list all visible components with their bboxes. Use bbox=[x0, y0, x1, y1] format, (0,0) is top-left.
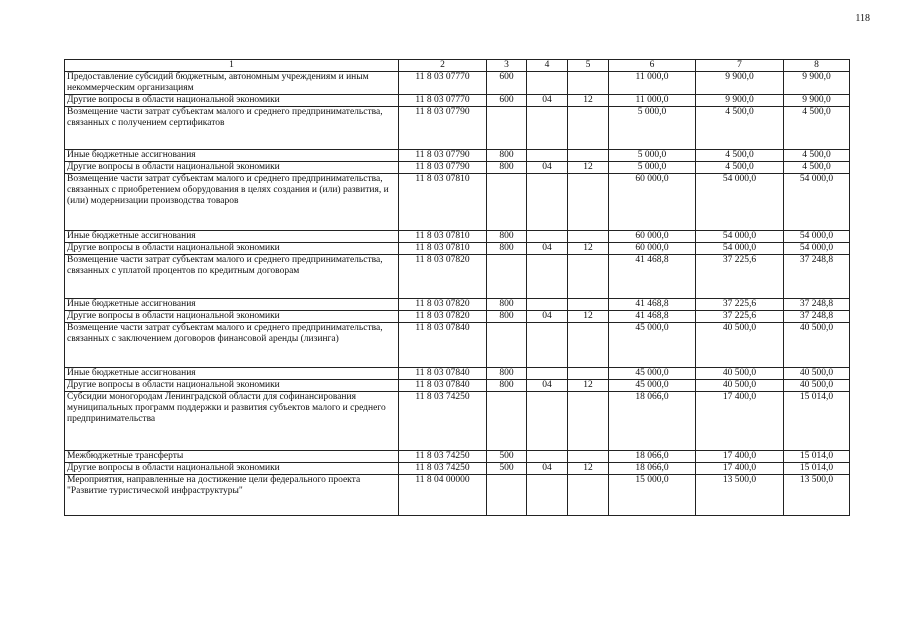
row-name-cell: Другие вопросы в области национальной экономики bbox=[65, 311, 399, 323]
expense-type-cell: 800 bbox=[487, 380, 527, 392]
table-row bbox=[65, 150, 850, 162]
table-row bbox=[65, 451, 850, 463]
row-name-cell: Другие вопросы в области национальной экономики bbox=[65, 162, 399, 174]
target-code-cell: 11 8 03 07770 bbox=[399, 72, 487, 95]
subsection-cell: 12 bbox=[568, 311, 609, 323]
subsection-cell bbox=[568, 451, 609, 463]
amount-year1-cell: 45 000,0 bbox=[609, 368, 696, 380]
section-cell bbox=[527, 174, 568, 231]
target-code-cell: 11 8 03 07810 bbox=[399, 231, 487, 243]
target-code-cell: 11 8 03 74250 bbox=[399, 451, 487, 463]
row-name-cell: Иные бюджетные ассигнования bbox=[65, 150, 399, 162]
section-cell bbox=[527, 323, 568, 368]
amount-year2-cell: 17 400,0 bbox=[696, 451, 784, 463]
amount-year1-cell: 11 000,0 bbox=[609, 72, 696, 95]
section-cell bbox=[527, 299, 568, 311]
expense-type-cell: 500 bbox=[487, 451, 527, 463]
amount-year1-cell: 41 468,8 bbox=[609, 311, 696, 323]
column-header: 5 bbox=[568, 60, 609, 72]
subsection-cell bbox=[568, 150, 609, 162]
table-row bbox=[65, 95, 850, 107]
section-cell: 04 bbox=[527, 243, 568, 255]
expense-type-cell bbox=[487, 323, 527, 368]
amount-year2-cell: 54 000,0 bbox=[696, 243, 784, 255]
section-cell: 04 bbox=[527, 311, 568, 323]
amount-year1-cell: 60 000,0 bbox=[609, 231, 696, 243]
row-name-cell: Возмещение части затрат субъектам малого и среднего предпринимательства, связанных с получением сертификатов bbox=[65, 107, 399, 150]
budget-table bbox=[64, 59, 850, 516]
column-header: 6 bbox=[609, 60, 696, 72]
table-row bbox=[65, 311, 850, 323]
amount-year2-cell: 9 900,0 bbox=[696, 72, 784, 95]
amount-year1-cell: 15 000,0 bbox=[609, 475, 696, 516]
amount-year3-cell: 4 500,0 bbox=[784, 150, 850, 162]
expense-type-cell: 800 bbox=[487, 299, 527, 311]
amount-year2-cell: 4 500,0 bbox=[696, 162, 784, 174]
amount-year2-cell: 54 000,0 bbox=[696, 231, 784, 243]
table-row bbox=[65, 231, 850, 243]
amount-year1-cell: 18 066,0 bbox=[609, 392, 696, 451]
expense-type-cell: 800 bbox=[487, 311, 527, 323]
amount-year1-cell: 5 000,0 bbox=[609, 150, 696, 162]
section-cell bbox=[527, 392, 568, 451]
subsection-cell: 12 bbox=[568, 380, 609, 392]
amount-year2-cell: 40 500,0 bbox=[696, 380, 784, 392]
table-row bbox=[65, 162, 850, 174]
expense-type-cell bbox=[487, 255, 527, 299]
table-row bbox=[65, 463, 850, 475]
row-name-cell: Мероприятия, направленные на достижение цели федерального проекта "Развитие туристической инфраструктуры" bbox=[65, 475, 399, 516]
target-code-cell: 11 8 03 74250 bbox=[399, 392, 487, 451]
row-name-cell: Иные бюджетные ассигнования bbox=[65, 368, 399, 380]
subsection-cell bbox=[568, 255, 609, 299]
amount-year2-cell: 4 500,0 bbox=[696, 107, 784, 150]
expense-type-cell bbox=[487, 475, 527, 516]
amount-year3-cell: 40 500,0 bbox=[784, 380, 850, 392]
amount-year3-cell: 37 248,8 bbox=[784, 299, 850, 311]
amount-year1-cell: 60 000,0 bbox=[609, 243, 696, 255]
target-code-cell: 11 8 03 07790 bbox=[399, 107, 487, 150]
row-name-cell: Предоставление субсидий бюджетным, автономным учреждениям и иным некоммерческим организациям bbox=[65, 72, 399, 95]
row-name-cell: Другие вопросы в области национальной экономики bbox=[65, 95, 399, 107]
expense-type-cell: 500 bbox=[487, 463, 527, 475]
table-row bbox=[65, 475, 850, 516]
column-header: 4 bbox=[527, 60, 568, 72]
row-name-cell: Другие вопросы в области национальной экономики bbox=[65, 463, 399, 475]
section-cell bbox=[527, 451, 568, 463]
amount-year3-cell: 9 900,0 bbox=[784, 72, 850, 95]
section-cell bbox=[527, 231, 568, 243]
table-row bbox=[65, 380, 850, 392]
amount-year1-cell: 60 000,0 bbox=[609, 174, 696, 231]
amount-year3-cell: 37 248,8 bbox=[784, 255, 850, 299]
expense-type-cell: 800 bbox=[487, 243, 527, 255]
subsection-cell: 12 bbox=[568, 162, 609, 174]
row-name-cell: Другие вопросы в области национальной экономики bbox=[65, 380, 399, 392]
section-cell: 04 bbox=[527, 162, 568, 174]
table-row bbox=[65, 255, 850, 299]
table-row bbox=[65, 174, 850, 231]
amount-year2-cell: 37 225,6 bbox=[696, 299, 784, 311]
section-cell bbox=[527, 475, 568, 516]
amount-year1-cell: 11 000,0 bbox=[609, 95, 696, 107]
amount-year1-cell: 41 468,8 bbox=[609, 299, 696, 311]
amount-year3-cell: 13 500,0 bbox=[784, 475, 850, 516]
row-name-cell: Возмещение части затрат субъектам малого и среднего предпринимательства, связанных с приобретением оборудования в целях создания и (или) развития, и (или) модернизации производства товаров bbox=[65, 174, 399, 231]
target-code-cell: 11 8 03 07790 bbox=[399, 150, 487, 162]
amount-year3-cell: 4 500,0 bbox=[784, 162, 850, 174]
target-code-cell: 11 8 03 07840 bbox=[399, 368, 487, 380]
column-header: 3 bbox=[487, 60, 527, 72]
amount-year2-cell: 40 500,0 bbox=[696, 323, 784, 368]
subsection-cell: 12 bbox=[568, 95, 609, 107]
subsection-cell: 12 bbox=[568, 243, 609, 255]
target-code-cell: 11 8 03 07820 bbox=[399, 299, 487, 311]
amount-year3-cell: 15 014,0 bbox=[784, 463, 850, 475]
column-header: 8 bbox=[784, 60, 850, 72]
amount-year1-cell: 18 066,0 bbox=[609, 451, 696, 463]
table-row bbox=[65, 368, 850, 380]
subsection-cell bbox=[568, 475, 609, 516]
target-code-cell: 11 8 03 07790 bbox=[399, 162, 487, 174]
target-code-cell: 11 8 03 74250 bbox=[399, 463, 487, 475]
section-cell bbox=[527, 150, 568, 162]
amount-year2-cell: 54 000,0 bbox=[696, 174, 784, 231]
amount-year2-cell: 37 225,6 bbox=[696, 311, 784, 323]
table-row bbox=[65, 323, 850, 368]
subsection-cell bbox=[568, 392, 609, 451]
section-cell bbox=[527, 368, 568, 380]
amount-year3-cell: 9 900,0 bbox=[784, 95, 850, 107]
row-name-cell: Межбюджетные трансферты bbox=[65, 451, 399, 463]
subsection-cell bbox=[568, 299, 609, 311]
expense-type-cell: 800 bbox=[487, 231, 527, 243]
page-number: 118 bbox=[855, 13, 870, 24]
amount-year2-cell: 40 500,0 bbox=[696, 368, 784, 380]
amount-year2-cell: 9 900,0 bbox=[696, 95, 784, 107]
target-code-cell: 11 8 03 07820 bbox=[399, 311, 487, 323]
amount-year1-cell: 45 000,0 bbox=[609, 380, 696, 392]
amount-year3-cell: 37 248,8 bbox=[784, 311, 850, 323]
amount-year3-cell: 15 014,0 bbox=[784, 392, 850, 451]
amount-year1-cell: 18 066,0 bbox=[609, 463, 696, 475]
subsection-cell bbox=[568, 231, 609, 243]
section-cell: 04 bbox=[527, 95, 568, 107]
subsection-cell bbox=[568, 107, 609, 150]
amount-year2-cell: 17 400,0 bbox=[696, 463, 784, 475]
table-body bbox=[65, 72, 850, 516]
amount-year3-cell: 54 000,0 bbox=[784, 243, 850, 255]
target-code-cell: 11 8 03 07840 bbox=[399, 380, 487, 392]
amount-year2-cell: 13 500,0 bbox=[696, 475, 784, 516]
expense-type-cell: 600 bbox=[487, 95, 527, 107]
column-number-row bbox=[65, 60, 850, 72]
subsection-cell bbox=[568, 368, 609, 380]
table-row bbox=[65, 392, 850, 451]
subsection-cell bbox=[568, 323, 609, 368]
column-header: 2 bbox=[399, 60, 487, 72]
table-row bbox=[65, 299, 850, 311]
amount-year1-cell: 5 000,0 bbox=[609, 162, 696, 174]
target-code-cell: 11 8 03 07770 bbox=[399, 95, 487, 107]
amount-year3-cell: 15 014,0 bbox=[784, 451, 850, 463]
target-code-cell: 11 8 03 07810 bbox=[399, 174, 487, 231]
row-name-cell: Возмещение части затрат субъектам малого и среднего предпринимательства, связанных с заключением договоров финансовой аренды (лизинга) bbox=[65, 323, 399, 368]
target-code-cell: 11 8 03 07840 bbox=[399, 323, 487, 368]
amount-year3-cell: 40 500,0 bbox=[784, 368, 850, 380]
section-cell: 04 bbox=[527, 463, 568, 475]
row-name-cell: Иные бюджетные ассигнования bbox=[65, 299, 399, 311]
row-name-cell: Возмещение части затрат субъектам малого и среднего предпринимательства, связанных с уплатой процентов по кредитным договорам bbox=[65, 255, 399, 299]
target-code-cell: 11 8 04 00000 bbox=[399, 475, 487, 516]
target-code-cell: 11 8 03 07820 bbox=[399, 255, 487, 299]
amount-year3-cell: 54 000,0 bbox=[784, 231, 850, 243]
amount-year3-cell: 40 500,0 bbox=[784, 323, 850, 368]
table-row bbox=[65, 107, 850, 150]
expense-type-cell bbox=[487, 107, 527, 150]
amount-year3-cell: 54 000,0 bbox=[784, 174, 850, 231]
expense-type-cell bbox=[487, 174, 527, 231]
amount-year2-cell: 17 400,0 bbox=[696, 392, 784, 451]
expense-type-cell: 600 bbox=[487, 72, 527, 95]
expense-type-cell: 800 bbox=[487, 162, 527, 174]
row-name-cell: Иные бюджетные ассигнования bbox=[65, 231, 399, 243]
table-row bbox=[65, 243, 850, 255]
column-header: 7 bbox=[696, 60, 784, 72]
amount-year2-cell: 4 500,0 bbox=[696, 150, 784, 162]
row-name-cell: Субсидии моногородам Ленинградской области для софинансирования муниципальных программ поддержки и развития субъектов малого и среднего предпринимательства bbox=[65, 392, 399, 451]
section-cell bbox=[527, 107, 568, 150]
amount-year2-cell: 37 225,6 bbox=[696, 255, 784, 299]
amount-year1-cell: 41 468,8 bbox=[609, 255, 696, 299]
section-cell: 04 bbox=[527, 380, 568, 392]
column-header: 1 bbox=[65, 60, 399, 72]
table-row bbox=[65, 72, 850, 95]
section-cell bbox=[527, 255, 568, 299]
subsection-cell bbox=[568, 72, 609, 95]
row-name-cell: Другие вопросы в области национальной экономики bbox=[65, 243, 399, 255]
expense-type-cell: 800 bbox=[487, 368, 527, 380]
amount-year1-cell: 5 000,0 bbox=[609, 107, 696, 150]
subsection-cell: 12 bbox=[568, 463, 609, 475]
target-code-cell: 11 8 03 07810 bbox=[399, 243, 487, 255]
section-cell bbox=[527, 72, 568, 95]
amount-year3-cell: 4 500,0 bbox=[784, 107, 850, 150]
subsection-cell bbox=[568, 174, 609, 231]
expense-type-cell bbox=[487, 392, 527, 451]
expense-type-cell: 800 bbox=[487, 150, 527, 162]
amount-year1-cell: 45 000,0 bbox=[609, 323, 696, 368]
